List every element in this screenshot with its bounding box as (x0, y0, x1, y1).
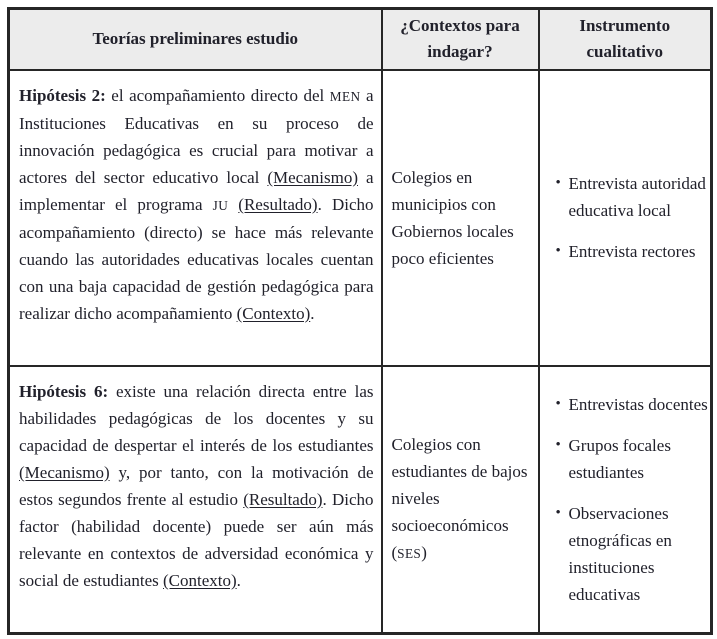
instrument-list (556, 391, 709, 608)
header-contexts: ¿Contextos para indagar? (382, 9, 539, 70)
list-item (556, 391, 709, 418)
instrument-label: Observaciones etnográficas en instituciones educativas (568, 503, 672, 604)
instrument-label: Entrevista rectores (568, 242, 696, 261)
table-row-hypothesis-2 (9, 70, 712, 366)
bullet-icon: • (555, 175, 561, 191)
theory-cell-hypothesis-2: Hipótesis 2: el acompañamiento directo del MEN a Instituciones Educativas en su proceso de innovación pedagógica es crucial para motivar a actores del sector educativo local (Mecanismo) a implementar el programa JU (Resultado). Dicho acompañamiento (directo) se hace más relevante cuando las autoridades educativas locales cuentan con una baja capacidad de gestión pedagógica para realizar dicho acompañamiento (Contexto). (9, 70, 382, 366)
instruments-cell-row-1 (539, 70, 712, 366)
instrument-label: Grupos focales estudiantes (568, 435, 671, 482)
qualitative-design-table (7, 7, 713, 635)
instrument-label: Entrevistas docentes (568, 394, 708, 414)
instrument-list (556, 170, 709, 265)
bullet-icon: • (555, 243, 561, 259)
list-item (556, 170, 709, 224)
header-instrument: Instrumento cualitativo (539, 9, 712, 70)
list-item (556, 432, 709, 486)
instruments-cell-row-2 (539, 366, 712, 634)
context-cell-row-2: Colegios con estudiantes de bajos niveles socioeconómicos (SES) (382, 366, 539, 634)
list-item (556, 500, 709, 608)
bullet-icon: • (555, 504, 561, 521)
table-row-hypothesis-6 (9, 366, 712, 634)
instrument-label: Entrevista autoridad educativa local (568, 174, 706, 220)
context-cell-row-1: Colegios en municipios con Gobiernos locales poco eficientes (382, 70, 539, 366)
header-theories: Teorías preliminares estudio (9, 9, 382, 70)
header-row (9, 9, 712, 70)
list-item (556, 238, 709, 265)
bullet-icon: • (555, 436, 561, 453)
theory-cell-hypothesis-6: Hipótesis 6: existe una relación directa entre las habilidades pedagógicas de los docentes y su capacidad de despertar el interés de los estudiantes (Mecanismo) y, por tanto, con la motivación de estos segundos frente al estudio (Resultado). Dicho factor (habilidad docente) puede ser aún más relevante en contextos de adversidad económica y social de estudiantes (Contexto). (9, 366, 382, 634)
bullet-icon: • (555, 395, 561, 412)
